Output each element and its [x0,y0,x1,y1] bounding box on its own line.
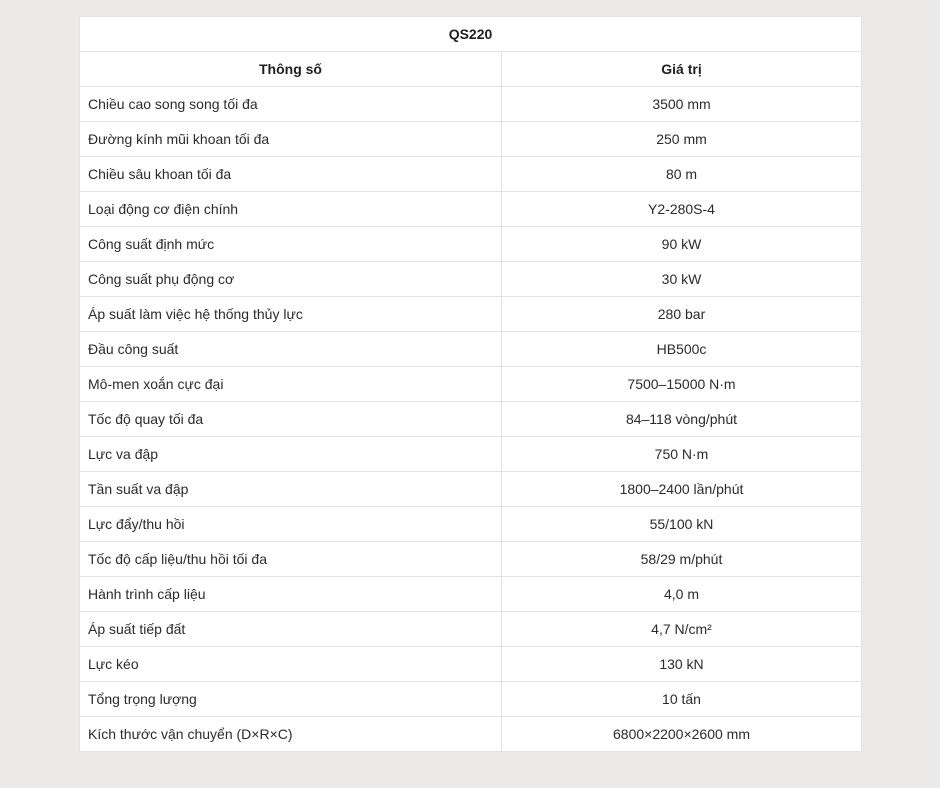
param-value-cell: 30 kW [502,262,862,297]
param-name-cell: Tốc độ quay tối đa [80,402,502,437]
param-name-cell: Đầu công suất [80,332,502,367]
param-name-cell: Hành trình cấp liệu [80,577,502,612]
param-name-cell: Mô-men xoắn cực đại [80,367,502,402]
param-name-cell: Áp suất làm việc hệ thống thủy lực [80,297,502,332]
table-row [80,542,862,577]
spec-table [79,16,862,752]
table-row [80,437,862,472]
param-name-cell: Kích thước vận chuyển (D×R×C) [80,717,502,752]
table-row [80,157,862,192]
param-name-cell: Công suất định mức [80,227,502,262]
param-name-cell: Chiều sâu khoan tối đa [80,157,502,192]
param-value-cell: 280 bar [502,297,862,332]
param-value-cell: 1800–2400 lần/phút [502,472,862,507]
table-row [80,262,862,297]
param-name-cell: Loại động cơ điện chính [80,192,502,227]
param-value-cell: 3500 mm [502,87,862,122]
header-value: Giá trị [502,52,862,87]
table-row [80,227,862,262]
header-param: Thông số [80,52,502,87]
param-value-cell: 10 tấn [502,682,862,717]
table-row [80,402,862,437]
header-row [80,52,862,87]
table-row [80,682,862,717]
table-row [80,717,862,752]
param-value-cell: 58/29 m/phút [502,542,862,577]
param-value-cell: HB500c [502,332,862,367]
table-row [80,122,862,157]
param-name-cell: Lực đẩy/thu hồi [80,507,502,542]
table-row [80,332,862,367]
table-row [80,367,862,402]
table-row [80,577,862,612]
table-row [80,647,862,682]
param-name-cell: Lực kéo [80,647,502,682]
table-row [80,507,862,542]
param-value-cell: 55/100 kN [502,507,862,542]
param-value-cell: 130 kN [502,647,862,682]
param-value-cell: 90 kW [502,227,862,262]
param-name-cell: Tốc độ cấp liệu/thu hồi tối đa [80,542,502,577]
param-value-cell: 750 N·m [502,437,862,472]
table-row [80,472,862,507]
table-body [80,87,862,752]
param-value-cell: 4,0 m [502,577,862,612]
param-name-cell: Tổng trọng lượng [80,682,502,717]
param-name-cell: Công suất phụ động cơ [80,262,502,297]
title-row [80,17,862,52]
table-row [80,297,862,332]
param-value-cell: 80 m [502,157,862,192]
param-name-cell: Chiều cao song song tối đa [80,87,502,122]
param-value-cell: 250 mm [502,122,862,157]
param-value-cell: 4,7 N/cm² [502,612,862,647]
param-name-cell: Áp suất tiếp đất [80,612,502,647]
param-value-cell: 84–118 vòng/phút [502,402,862,437]
param-name-cell: Đường kính mũi khoan tối đa [80,122,502,157]
param-value-cell: 7500–15000 N·m [502,367,862,402]
param-name-cell: Tần suất va đập [80,472,502,507]
param-name-cell: Lực va đập [80,437,502,472]
table-row [80,612,862,647]
param-value-cell: 6800×2200×2600 mm [502,717,862,752]
table-row [80,87,862,122]
table-row [80,192,862,227]
table-title: QS220 [80,17,862,52]
param-value-cell: Y2-280S-4 [502,192,862,227]
